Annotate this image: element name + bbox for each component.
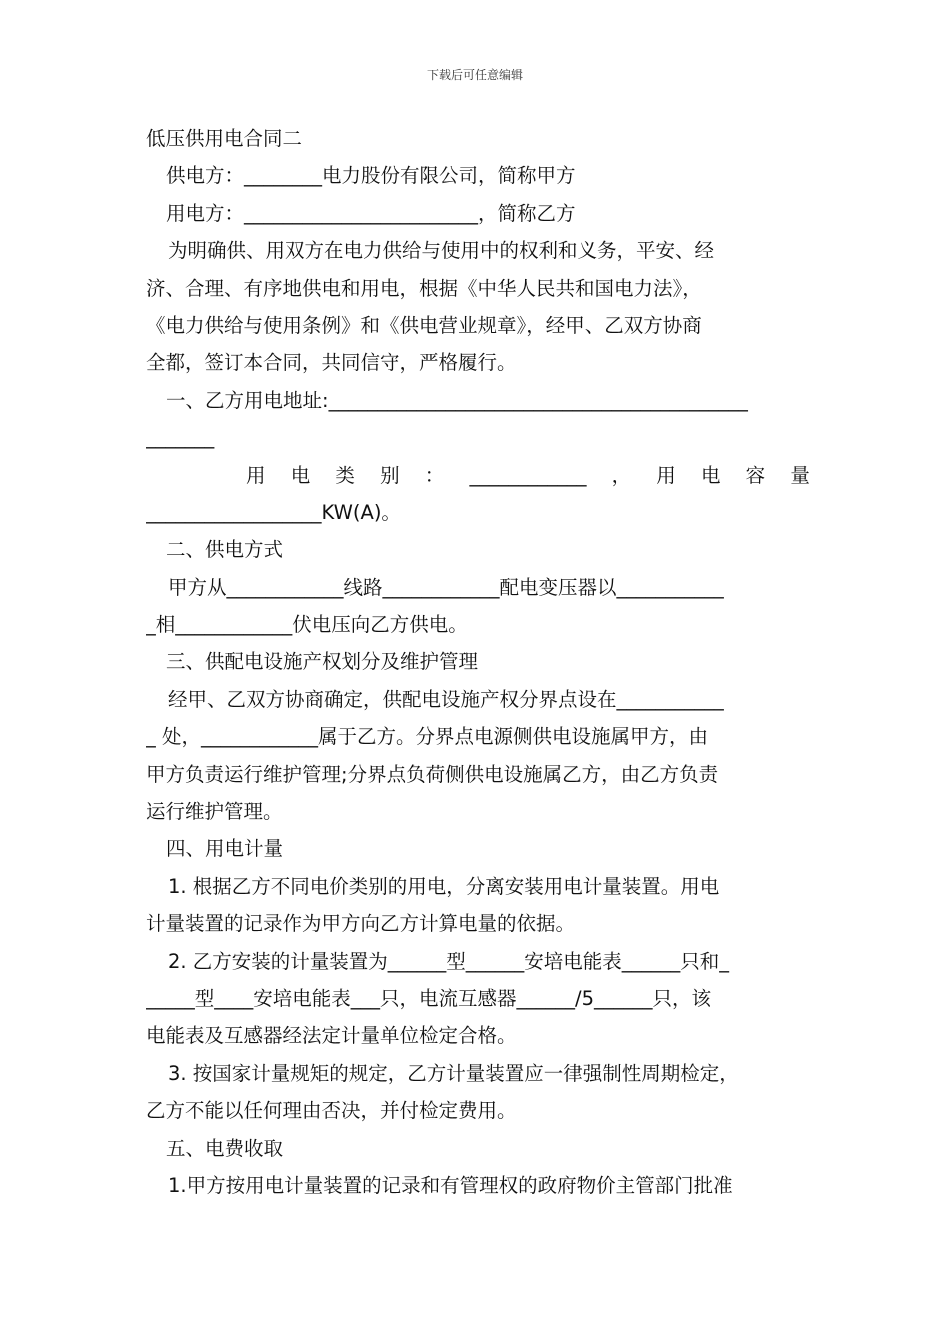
party-a-line: 供电方：________电力股份有限公司，简称甲方 <box>166 164 576 188</box>
preamble-line: 济、合理、有序地供电和用电，根据《中华人民共和国电力法》， <box>146 276 702 300</box>
contract-body <box>146 120 810 1204</box>
section-3-line: _ 处，____________属于乙方。分界点电源侧供电设施属甲方，由 <box>146 725 708 749</box>
section-4-heading: 四、用电计量 <box>166 837 284 861</box>
section-1-address-continuation: _______ <box>146 426 215 450</box>
usage-char: 量 <box>790 463 810 487</box>
preamble-line: 为明确供、用双方在电力供给与使用中的权利和义务，平安、经 <box>168 239 715 263</box>
section-2-line: _相____________伏电压向乙方供电。 <box>146 613 468 637</box>
section-5-line: 1.甲方按用电计量装置的记录和有管理权的政府物价主管部门批准 <box>168 1173 733 1197</box>
usage-char: ： <box>424 463 445 487</box>
usage-comma: ， <box>611 463 632 487</box>
section-4-line: _____型____安培电能表___只，电流互感器______/5______只，该 <box>146 986 711 1010</box>
preamble-line: 《电力供给与使用条例》和《供电营业规章》，经甲、乙双方协商 <box>146 313 702 337</box>
section-5-heading: 五、电费收取 <box>166 1136 284 1160</box>
section-3-line: 运行维护管理。 <box>146 800 283 824</box>
usage-char: 别 <box>380 463 400 487</box>
usage-char: 容 <box>745 463 766 487</box>
usage-char: 电 <box>700 463 721 487</box>
section-1-heading: 一、乙方用电地址:___________________________________________ <box>166 388 748 412</box>
usage-char: 类 <box>335 463 355 487</box>
document-title: 低压供用电合同二 <box>146 127 303 150</box>
section-4-line: 电能表及互感器经法定计量单位检定合格。 <box>146 1024 517 1048</box>
party-b-line: 用电方：________________________，简称乙方 <box>166 201 576 225</box>
section-2-heading: 二、供电方式 <box>166 538 284 562</box>
usage-char: 用 <box>246 463 266 487</box>
section-4-line: 乙方不能以任何理由否决，并付检定费用。 <box>146 1099 517 1123</box>
usage-char: 用 <box>656 463 676 487</box>
usage-char: 电 <box>290 463 311 487</box>
preamble-line: 全都，签订本合同，共同信守，严格履行。 <box>146 351 517 375</box>
section-3-heading: 三、供配电设施产权划分及维护管理 <box>166 650 479 674</box>
section-4-line: 2. 乙方安装的计量装置为______型______安培电能表______只和_ <box>168 949 730 973</box>
section-3-line: 甲方负责运行维护管理;分界点负荷侧供电设施属乙方，由乙方负责 <box>146 762 719 786</box>
page-header-note: 下载后可任意编辑 <box>426 68 523 82</box>
section-3-line: 经甲、乙双方协商确定，供配电设施产权分界点设在___________ <box>168 687 724 711</box>
section-2-line: 甲方从____________线路____________配电变压器以___________ <box>168 575 724 599</box>
section-1-capacity-line: __________________KW(A)。 <box>146 500 401 524</box>
section-4-line: 计量装置的记录作为甲方向乙方计算电量的依据。 <box>146 912 576 936</box>
section-4-line: 3. 按国家计量规矩的规定，乙方计量装置应一律强制性周期检定， <box>168 1061 739 1085</box>
section-4-line: 1. 根据乙方不同电价类别的用电，分离安装用电计量装置。用电 <box>168 874 720 898</box>
usage-type-blank: ____________ <box>469 463 587 487</box>
section-1-usage-line <box>146 457 810 494</box>
